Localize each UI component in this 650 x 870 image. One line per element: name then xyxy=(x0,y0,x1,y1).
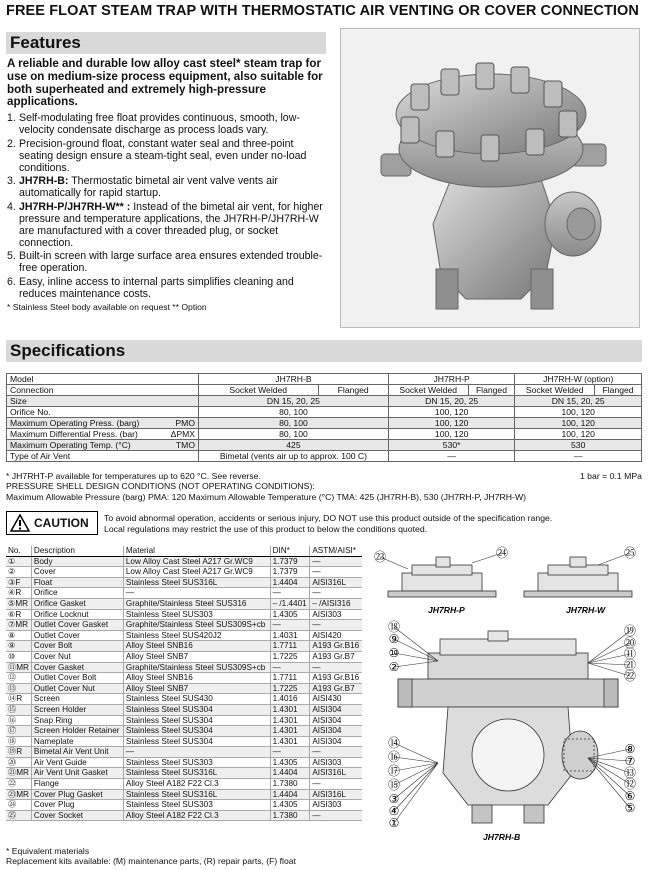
part-material: Graphite/Stainless Steel SUS316 xyxy=(123,598,270,609)
part-astm: AISI303 xyxy=(310,609,362,620)
part-din: 1.4301 xyxy=(270,704,310,715)
spec-value-p: JH7RH-P xyxy=(388,374,515,385)
label-jh7rh-p: JH7RH-P xyxy=(428,605,465,615)
feature-number: 4. xyxy=(7,200,16,213)
part-din: 1.7225 xyxy=(270,683,310,694)
part-description: Outlet Cover Bolt xyxy=(31,673,123,684)
spec-label xyxy=(7,396,199,407)
spec-symbol: ΔPMX xyxy=(170,429,195,439)
features-footnote: * Stainless Steel body available on request ** Option xyxy=(7,302,207,313)
parts-notes xyxy=(6,846,406,866)
spec-label-text: Orifice No. xyxy=(10,407,51,417)
part-number: ⑪MR xyxy=(6,662,31,673)
part-din: 1.7711 xyxy=(270,641,310,652)
part-material: Stainless Steel SUS304 xyxy=(123,715,270,726)
part-number: ⑩ xyxy=(6,651,31,662)
callout-number: ⑫ xyxy=(623,777,637,791)
feature-number: 5. xyxy=(7,250,16,263)
part-material: Stainless Steel SUS304 xyxy=(123,736,270,747)
spec-row xyxy=(7,385,642,396)
part-din: 1.4301 xyxy=(270,736,310,747)
parts-row xyxy=(6,704,362,715)
spec-value-p: 100, 120 xyxy=(388,418,515,429)
feature-text xyxy=(19,250,327,274)
part-material: — xyxy=(123,747,270,758)
part-description: Cover Plug Gasket xyxy=(31,789,123,800)
spec-label-text: Type of Air Vent xyxy=(10,451,71,461)
part-astm: — xyxy=(310,810,362,821)
part-description: Air Vent Guide xyxy=(31,757,123,768)
callout-number: ⑦ xyxy=(624,754,636,768)
feature-item xyxy=(7,138,327,174)
feature-text xyxy=(19,276,327,300)
callout-leader xyxy=(394,763,438,785)
part-material: Alloy Steel SNB7 xyxy=(123,683,270,694)
part-astm: AISI420 xyxy=(310,630,362,641)
parts-note-equivalent: * Equivalent materials xyxy=(6,846,90,856)
page-title: FREE FLOAT STEAM TRAP WITH THERMOSTATIC AIR VENTING OR COVER CONNECTION xyxy=(6,3,640,19)
part-description: Outlet Cover Gasket xyxy=(31,620,123,631)
spec-label xyxy=(7,385,199,396)
part-number: ⑳ xyxy=(6,757,31,768)
spec-value-b: 80, 100 xyxy=(199,407,389,418)
part-description: Outlet Cover Nut xyxy=(31,683,123,694)
part-number: ① xyxy=(6,556,31,567)
spec-row xyxy=(7,451,642,462)
spec-note-temperature: * JH7RHT-P available for temperatures up to 620 °C. See reverse. xyxy=(6,471,261,481)
part-description: Cover Socket xyxy=(31,810,123,821)
callout-number: ⑥ xyxy=(624,789,636,803)
part-number: ② xyxy=(6,567,31,578)
callout-number: ㉒ xyxy=(623,669,637,683)
part-din: 1.7711 xyxy=(270,673,310,684)
part-description: Orifice xyxy=(31,588,123,599)
part-din: 1.4305 xyxy=(270,800,310,811)
spec-value-w: Flanged xyxy=(595,385,642,396)
parts-row xyxy=(6,598,362,609)
parts-row xyxy=(6,800,362,811)
feature-description: Instead of the bimetal air vent, for higher pressure and temperature applications, the JH7RH-P/JH7RH-W are manufactured with a cover threaded plug, or socket connection. xyxy=(19,200,323,249)
parts-header-cell: Material xyxy=(123,546,270,556)
part-din: 1.4031 xyxy=(270,630,310,641)
part-astm: AISI316L xyxy=(310,789,362,800)
feature-number: 6. xyxy=(7,275,16,288)
part-material: Stainless Steel SUS303 xyxy=(123,757,270,768)
jh7rh-p-drawing xyxy=(388,557,496,597)
part-din: 1.7379 xyxy=(270,556,310,567)
part-astm: AISI316L xyxy=(310,768,362,779)
feature-item xyxy=(7,175,327,199)
part-description: Nameplate xyxy=(31,736,123,747)
spec-value-w: Socket Welded xyxy=(515,385,595,396)
spec-note-allowable: Maximum Allowable Pressure (barg) PMA: 120 Maximum Allowable Temperature (°C) TMA: 425 (JH7RH-B), 530 (JH7RH-P, JH7RH-W) xyxy=(6,491,527,502)
feature-number: 2. xyxy=(7,137,16,150)
part-din: 1.4404 xyxy=(270,577,310,588)
spec-value-p: Socket Welded xyxy=(388,385,468,396)
part-astm: AISI304 xyxy=(310,726,362,737)
spec-label-text: Connection xyxy=(10,385,54,395)
part-number: ⑧ xyxy=(6,630,31,641)
feature-number: 1. xyxy=(7,112,16,125)
spec-row xyxy=(7,440,642,451)
part-astm: — xyxy=(310,567,362,578)
part-description: Bimetal Air Vent Unit xyxy=(31,747,123,758)
part-astm: — xyxy=(310,588,362,599)
feature-text xyxy=(19,201,327,249)
part-description: Body xyxy=(31,556,123,567)
callout-number: ③ xyxy=(388,792,400,806)
callout-number: ⑬ xyxy=(623,766,637,780)
feature-description: Built-in screen with large surface area ensures extended trouble-free operation. xyxy=(19,250,323,275)
feature-item xyxy=(7,201,327,249)
parts-header-cell: DIN* xyxy=(270,546,310,556)
part-astm: A193 Gr.B7 xyxy=(310,651,362,662)
callout-number: ② xyxy=(388,660,400,674)
callout-leader xyxy=(394,763,438,799)
spec-label xyxy=(7,440,199,451)
spec-value-p: DN 15, 20, 25 xyxy=(388,396,515,407)
parts-row xyxy=(6,662,362,673)
callout-leader xyxy=(394,763,438,811)
part-din: 1.4404 xyxy=(270,789,310,800)
part-astm: AISI316L xyxy=(310,577,362,588)
part-number: ⑬ xyxy=(6,683,31,694)
spec-row xyxy=(7,396,642,407)
caution-text xyxy=(104,513,644,534)
part-number: ⑯ xyxy=(6,715,31,726)
spec-value-w: — xyxy=(515,451,642,462)
parts-row xyxy=(6,651,362,662)
feature-model: JH7RH-B: xyxy=(19,175,69,188)
caution-badge xyxy=(6,511,98,535)
spec-value-b: 425 xyxy=(199,440,389,451)
part-number: ⑰ xyxy=(6,726,31,737)
part-astm: — xyxy=(310,747,362,758)
part-material: Stainless Steel SUS420J2 xyxy=(123,630,270,641)
part-astm: — xyxy=(310,662,362,673)
feature-text xyxy=(19,138,327,174)
part-din: 1.4016 xyxy=(270,694,310,705)
caution-line-2: Local regulations may restrict the use of this product to below the conditions quoted. xyxy=(104,523,428,534)
feature-description: Easy, inline access to internal parts simplifies cleaning and reduces maintenance costs. xyxy=(19,275,294,300)
callout-number: ⑳ xyxy=(623,636,637,650)
part-din: 1.4404 xyxy=(270,768,310,779)
spec-row xyxy=(7,429,642,440)
callout-number: ㉓ xyxy=(373,550,387,564)
parts-header-cell: Description xyxy=(31,546,123,556)
callout-number: ⑰ xyxy=(387,764,401,778)
part-description: Orifice Gasket xyxy=(31,598,123,609)
parts-row xyxy=(6,641,362,652)
specifications-heading: Specifications xyxy=(6,340,642,362)
part-din: 1.7380 xyxy=(270,779,310,790)
spec-label xyxy=(7,407,199,418)
parts-row xyxy=(6,757,362,768)
spec-value-b: DN 15, 20, 25 xyxy=(199,396,389,407)
label-jh7rh-b: JH7RH-B xyxy=(483,832,521,842)
part-material: Alloy Steel A182 F22 Cl.3 xyxy=(123,779,270,790)
part-astm: – /AISI316 xyxy=(310,598,362,609)
parts-row xyxy=(6,683,362,694)
callout-number: ⑱ xyxy=(387,620,401,634)
part-material: — xyxy=(123,588,270,599)
part-number: ⑭R xyxy=(6,694,31,705)
parts-row xyxy=(6,715,362,726)
part-astm: AISI303 xyxy=(310,800,362,811)
specifications-table xyxy=(6,373,642,462)
spec-value-p: Flanged xyxy=(468,385,515,396)
feature-item xyxy=(7,276,327,300)
features-lead: A reliable and durable low alloy cast steel* steam trap for use on medium-size process equipment, also suitable for both superheated and extremely high-pressure applications. xyxy=(7,57,323,109)
spec-symbol: TMO xyxy=(175,440,195,450)
part-din: 1.4305 xyxy=(270,757,310,768)
callout-leader xyxy=(394,639,438,661)
part-description: Screen Holder Retainer xyxy=(31,726,123,737)
part-material: Stainless Steel SUS303 xyxy=(123,609,270,620)
callout-number: ㉕ xyxy=(623,546,637,560)
parts-row xyxy=(6,694,362,705)
part-material: Alloy Steel A182 F22 Cl.3 xyxy=(123,810,270,821)
callout-number: ⑮ xyxy=(387,778,401,792)
part-astm: AISI304 xyxy=(310,715,362,726)
part-description: Snap Ring xyxy=(31,715,123,726)
part-astm: AISI303 xyxy=(310,757,362,768)
part-number: ㉓MR xyxy=(6,789,31,800)
part-din: 1.4305 xyxy=(270,609,310,620)
feature-text xyxy=(19,112,327,136)
parts-header-row xyxy=(6,546,362,556)
spec-value-b: JH7RH-B xyxy=(199,374,389,385)
part-description: Cover Gasket xyxy=(31,662,123,673)
part-astm: AISI304 xyxy=(310,704,362,715)
part-number: ㉒ xyxy=(6,779,31,790)
spec-row xyxy=(7,374,642,385)
spec-label-text: Model xyxy=(10,374,34,384)
part-astm: AISI430 xyxy=(310,694,362,705)
cross-section-diagram xyxy=(368,543,644,843)
parts-row xyxy=(6,577,362,588)
feature-description: Self-modulating free float provides continuous, smooth, low-velocity condensate discharge as process loads vary. xyxy=(19,112,300,137)
callout-number: ㉑ xyxy=(623,658,637,672)
part-material: Stainless Steel SUS304 xyxy=(123,704,270,715)
feature-model: JH7RH-P/JH7RH-W** : xyxy=(19,200,131,213)
callout-number: ④ xyxy=(388,804,400,818)
parts-row xyxy=(6,768,362,779)
product-photo xyxy=(340,28,640,328)
part-description: Screen xyxy=(31,694,123,705)
spec-label-text: Maximum Operating Temp. (°C) xyxy=(10,440,131,450)
callout-number: ⑯ xyxy=(387,750,401,764)
part-number: ⑨ xyxy=(6,641,31,652)
parts-row xyxy=(6,673,362,684)
spec-symbol: PMO xyxy=(175,418,195,428)
spec-value-p: 100, 120 xyxy=(388,407,515,418)
part-number: ㉑MR xyxy=(6,768,31,779)
spec-row xyxy=(7,407,642,418)
callout-number: ⑤ xyxy=(624,801,636,815)
part-material: Alloy Steel SNB16 xyxy=(123,641,270,652)
spec-value-w: DN 15, 20, 25 xyxy=(515,396,642,407)
feature-description: Precision-ground float, constant water seal and three-point seating design ensure a steam-tight seal, even under no-load conditions. xyxy=(19,137,307,174)
spec-value-w: 100, 120 xyxy=(515,429,642,440)
part-din: — xyxy=(270,662,310,673)
spec-label xyxy=(7,418,199,429)
part-astm: A193 Gr.B16 xyxy=(310,641,362,652)
part-description: Orifice Locknut xyxy=(31,609,123,620)
parts-row xyxy=(6,747,362,758)
spec-value-w: JH7RH-W (option) xyxy=(515,374,642,385)
callout-number: ㉔ xyxy=(495,546,509,560)
part-astm: — xyxy=(310,779,362,790)
spec-value-p: 100, 120 xyxy=(388,429,515,440)
parts-table xyxy=(6,546,362,821)
feature-text xyxy=(19,175,327,199)
feature-item xyxy=(7,112,327,136)
part-material: Alloy Steel SNB7 xyxy=(123,651,270,662)
callout-number: ⑲ xyxy=(623,624,637,638)
callout-number: ⑨ xyxy=(388,632,400,646)
part-material: Alloy Steel SNB16 xyxy=(123,673,270,684)
caution-label: CAUTION xyxy=(34,516,89,530)
parts-row xyxy=(6,609,362,620)
spec-label-text: Maximum Operating Press. (barg) xyxy=(10,418,140,428)
steam-trap-image xyxy=(341,29,639,327)
part-material: Stainless Steel SUS303 xyxy=(123,800,270,811)
part-number: ⑤MR xyxy=(6,598,31,609)
spec-label xyxy=(7,429,199,440)
parts-header-cell: ASTM/AISI* xyxy=(310,546,362,556)
spec-notes xyxy=(6,471,642,502)
part-din: 1.4301 xyxy=(270,726,310,737)
part-description: Cover Bolt xyxy=(31,641,123,652)
callout-number: ⑩ xyxy=(388,646,400,660)
spec-value-b: Flanged xyxy=(318,385,388,396)
spec-value-w: 100, 120 xyxy=(515,418,642,429)
part-description: Cover Nut xyxy=(31,651,123,662)
part-din: 1.7380 xyxy=(270,810,310,821)
part-astm: A193 Gr.B7 xyxy=(310,683,362,694)
part-din: — xyxy=(270,747,310,758)
part-material: Stainless Steel SUS430 xyxy=(123,694,270,705)
part-number: ⑲R xyxy=(6,747,31,758)
callout-number: ⑪ xyxy=(623,647,637,661)
parts-note-kits: Replacement kits available: (M) maintenance parts, (R) repair parts, (F) float xyxy=(6,856,296,866)
part-din: 1.4301 xyxy=(270,715,310,726)
part-description: Screen Holder xyxy=(31,704,123,715)
part-material: Stainless Steel SUS316L xyxy=(123,789,270,800)
spec-value-p: — xyxy=(388,451,515,462)
parts-header-cell: No. xyxy=(6,546,31,556)
spec-value-w: 530 xyxy=(515,440,642,451)
part-description: Cover Plug xyxy=(31,800,123,811)
spec-note-unit: 1 bar = 0.1 MPa xyxy=(579,471,642,481)
part-material: Low Alloy Cast Steel A217 Gr.WC9 xyxy=(123,556,270,567)
features-heading: Features xyxy=(6,32,326,54)
part-description: Flange xyxy=(31,779,123,790)
label-jh7rh-w: JH7RH-W xyxy=(566,605,606,615)
part-astm: — xyxy=(310,556,362,567)
parts-row xyxy=(6,779,362,790)
part-din: 1.7379 xyxy=(270,567,310,578)
spec-value-p: 530* xyxy=(388,440,515,451)
spec-label-text: Size xyxy=(10,396,27,406)
part-description: Air Vent Unit Gasket xyxy=(31,768,123,779)
spec-label-text: Maximum Differential Press. (bar) xyxy=(10,429,138,439)
part-din: — xyxy=(270,620,310,631)
part-din: – /1.4401 xyxy=(270,598,310,609)
part-number: ③F xyxy=(6,577,31,588)
part-material: Stainless Steel SUS304 xyxy=(123,726,270,737)
part-number: ④R xyxy=(6,588,31,599)
callout-leader xyxy=(394,763,438,823)
part-number: ⑱ xyxy=(6,736,31,747)
spec-row xyxy=(7,418,642,429)
spec-value-b: 80, 100 xyxy=(199,429,389,440)
part-number: ㉕ xyxy=(6,810,31,821)
callout-number: ⑭ xyxy=(387,736,401,750)
part-din: — xyxy=(270,588,310,599)
warning-icon xyxy=(10,514,30,532)
part-din: 1.7225 xyxy=(270,651,310,662)
feature-description: Thermostatic bimetal air vent valve vents air automatically for rapid startup. xyxy=(19,175,278,200)
part-number: ⑮ xyxy=(6,704,31,715)
spec-value-b: 80, 100 xyxy=(199,418,389,429)
parts-row xyxy=(6,810,362,821)
feature-item xyxy=(7,250,327,274)
callout-number: ⑧ xyxy=(624,742,636,756)
parts-row xyxy=(6,630,362,641)
part-material: Graphite/Stainless Steel SUS309S+cb xyxy=(123,620,270,631)
parts-row xyxy=(6,736,362,747)
part-astm: AISI304 xyxy=(310,736,362,747)
spec-value-w: 100, 120 xyxy=(515,407,642,418)
parts-row xyxy=(6,556,362,567)
features-list xyxy=(7,112,327,300)
part-astm: A193 Gr.B16 xyxy=(310,673,362,684)
spec-note-design-conditions: PRESSURE SHELL DESIGN CONDITIONS (NOT OPERATING CONDITIONS): xyxy=(6,481,315,492)
parts-row xyxy=(6,567,362,578)
part-number: ⑫ xyxy=(6,673,31,684)
spec-value-b: Bimetal (vents air up to approx. 100 C) xyxy=(199,451,389,462)
part-description: Outlet Cover xyxy=(31,630,123,641)
part-number: ⑦MR xyxy=(6,620,31,631)
parts-row xyxy=(6,726,362,737)
parts-row xyxy=(6,789,362,800)
feature-number: 3. xyxy=(7,175,16,188)
part-number: ㉔ xyxy=(6,800,31,811)
parts-row xyxy=(6,620,362,631)
callout-leader xyxy=(394,627,438,661)
spec-label xyxy=(7,451,199,462)
spec-label xyxy=(7,374,199,385)
spec-value-b: Socket Welded xyxy=(199,385,319,396)
part-description: Cover xyxy=(31,567,123,578)
part-material: Stainless Steel SUS316L xyxy=(123,768,270,779)
callout-number: ① xyxy=(388,816,400,830)
parts-row xyxy=(6,588,362,599)
part-number: ⑥R xyxy=(6,609,31,620)
part-astm: — xyxy=(310,620,362,631)
features-section xyxy=(7,58,327,313)
caution-line-1: To avoid abnormal operation, accidents or serious injury, DO NOT use this product outside of the specification range. xyxy=(104,513,553,523)
part-description: Float xyxy=(31,577,123,588)
part-material: Low Alloy Cast Steel A217 Gr.WC9 xyxy=(123,567,270,578)
jh7rh-w-drawing xyxy=(524,557,632,597)
part-material: Stainless Steel SUS316L xyxy=(123,577,270,588)
part-material: Graphite/Stainless Steel SUS309S+cb xyxy=(123,662,270,673)
